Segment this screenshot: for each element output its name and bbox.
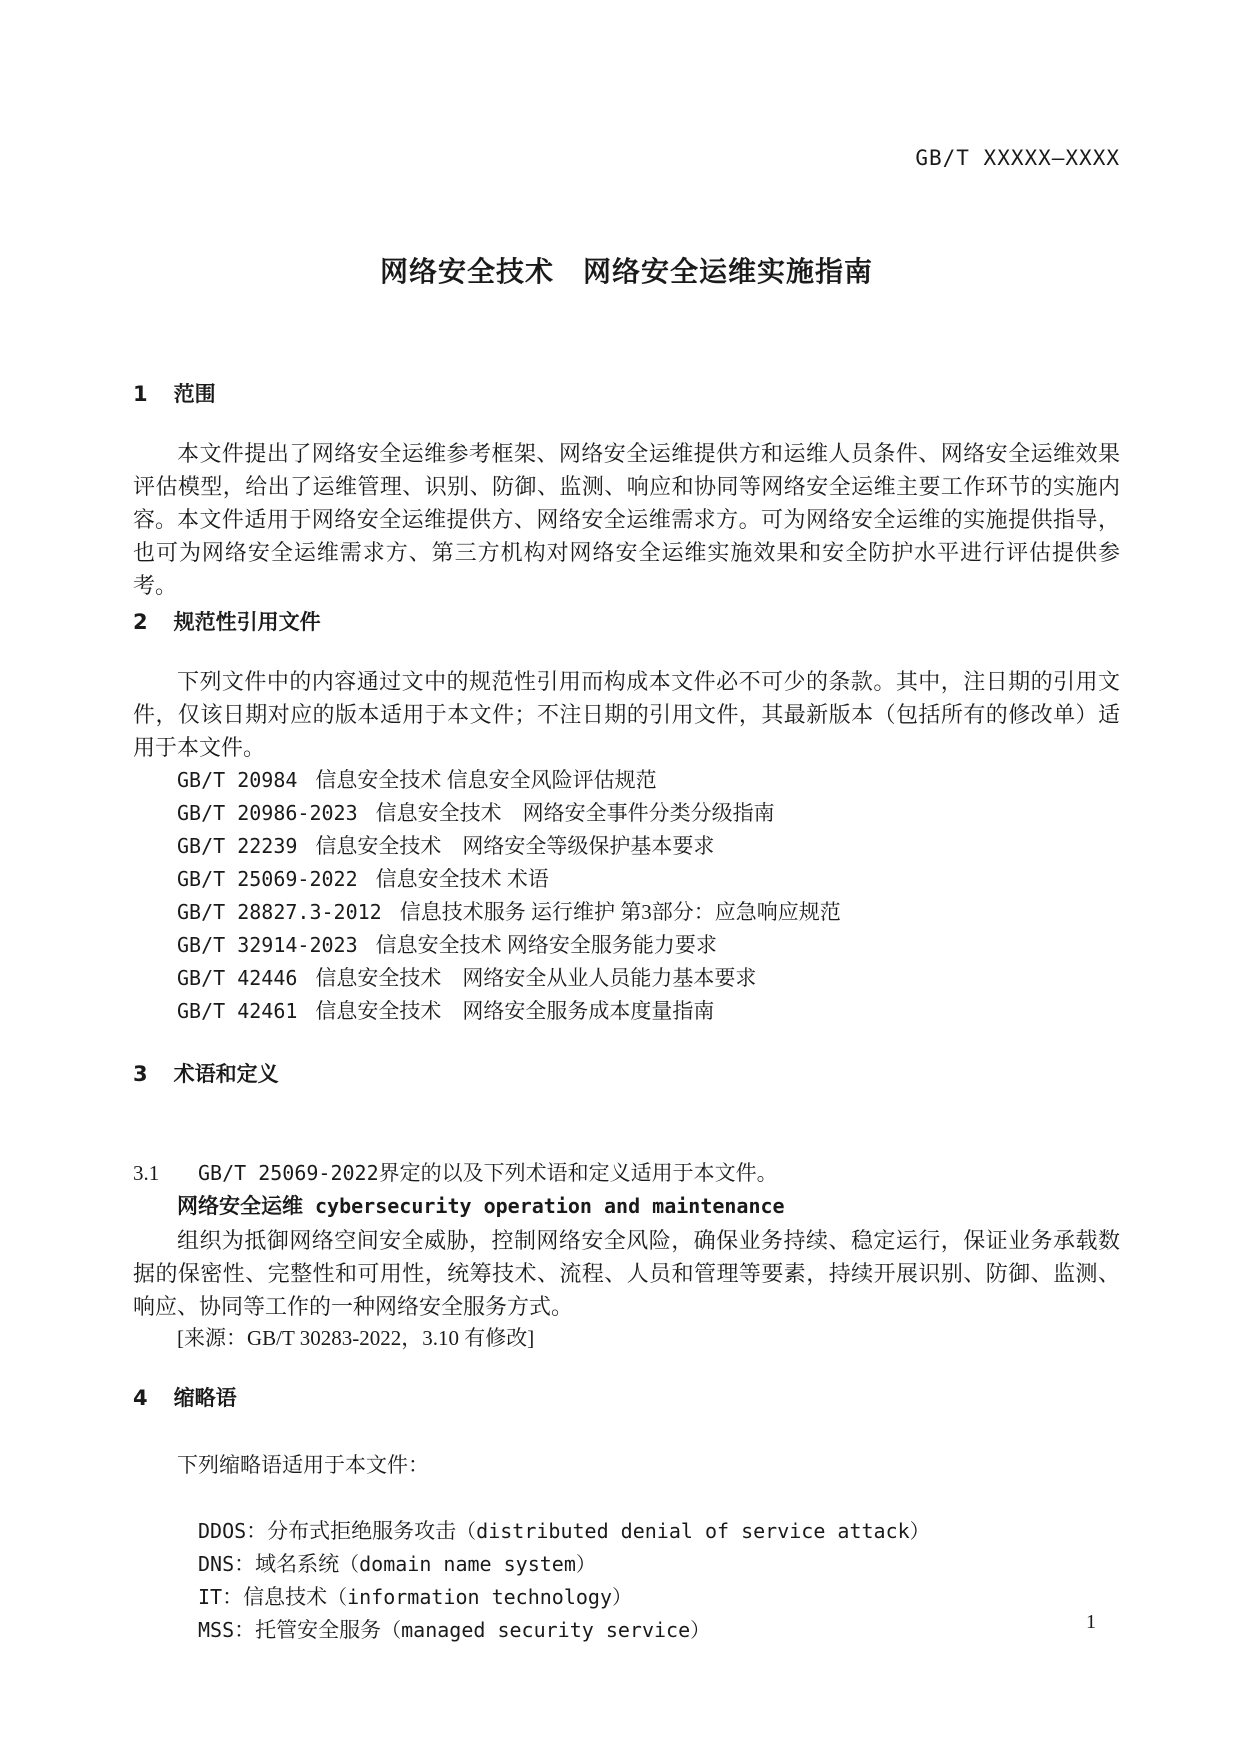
section-4-title: 缩略语	[173, 1387, 237, 1410]
section-2-heading	[133, 609, 1120, 636]
abbr-term: IT	[198, 1585, 223, 1609]
clause-number: 3.1	[133, 1161, 160, 1185]
section-3-heading	[133, 1061, 1120, 1088]
section-2-title: 规范性引用文件	[173, 611, 321, 634]
term-source: [来源：GB/T 30283-2022，3.10 有修改]	[177, 1326, 535, 1350]
reference-item	[177, 929, 1120, 962]
reference-title: 信息安全技术 术语	[375, 867, 549, 891]
reference-title: 信息安全技术 网络安全从业人员能力基本要求	[315, 966, 757, 990]
doc-code-header: GB/T XXXXX—XXXX	[915, 146, 1120, 170]
section-1-title: 范围	[173, 383, 216, 406]
section-4-heading	[133, 1385, 1120, 1412]
reference-code: GB/T 25069-2022	[177, 867, 358, 891]
reference-title: 信息安全技术 网络安全事件分类分级指南	[375, 801, 775, 825]
reference-item	[177, 764, 1120, 797]
reference-item	[177, 995, 1120, 1028]
doc-title: 网络安全技术 网络安全运维实施指南	[379, 256, 873, 287]
section-3-title: 术语和定义	[173, 1063, 279, 1086]
reference-item	[177, 962, 1120, 995]
term-definition: 组织为抵御网络空间安全威胁，控制网络安全风险，确保业务持续、稳定运行，保证业务承载数据的保密性、完整性和可用性，统筹技术、流程、人员和管理等要素，持续开展识别、防御、监测、响应、协同等工作的一种网络安全服务方式。	[133, 1228, 1120, 1319]
reference-item	[177, 896, 1120, 929]
abbr-en: （domain name system）	[339, 1552, 596, 1576]
abbr-zh: ：信息技术	[222, 1585, 328, 1609]
reference-code: GB/T 32914-2023	[177, 933, 358, 957]
abbr-term: DNS	[198, 1552, 235, 1576]
page-number: 1	[1086, 1611, 1096, 1633]
section-3-number: 3	[133, 1062, 148, 1086]
section-2-intro: 下列文件中的内容通过文中的规范性引用而构成本文件必不可少的条款。其中，注日期的引用文件，仅该日期对应的版本适用于本文件；不注日期的引用文件，其最新版本（包括所有的修改单）适用于本文件。	[133, 669, 1120, 760]
section-4-number: 4	[133, 1386, 148, 1410]
reference-item	[177, 863, 1120, 896]
section-1-paragraph-2: 本文件适用于网络安全运维提供方、网络安全运维需求方。可为网络安全运维的实施提供指导，也可为网络安全运维需求方、第三方机构对网络安全运维实施效果和安全防护水平进行评估提供参考。	[133, 507, 1120, 598]
abbr-item	[177, 1581, 1120, 1680]
term-line	[177, 1192, 1120, 1223]
reference-title: 信息安全技术 信息安全风险评估规范	[315, 768, 657, 792]
section-3-intro-code: GB/T 25069-2022	[198, 1161, 379, 1185]
reference-code: GB/T 42461	[177, 999, 298, 1023]
abbr-en: （distributed denial of service attack）	[456, 1519, 930, 1543]
reference-code: GB/T 20986-2023	[177, 801, 358, 825]
abbr-en: （managed security service）	[381, 1618, 711, 1642]
abbr-zh: ：域名系统	[234, 1552, 340, 1576]
reference-code: GB/T 42446	[177, 966, 298, 990]
reference-list	[177, 764, 1120, 1028]
reference-title: 信息技术服务 运行维护 第3部分：应急响应规范	[399, 900, 841, 924]
reference-title: 信息安全技术 网络安全等级保护基本要求	[315, 834, 715, 858]
section-1-paragraph-1: 本文件提出了网络安全运维参考框架、网络安全运维提供方和运维人员条件、网络安全运维效果评估模型，给出了运维管理、识别、防御、监测、响应和协同等网络安全运维主要工作环节的实施内容。	[133, 441, 1120, 532]
reference-item	[177, 797, 1120, 830]
reference-code: GB/T 28827.3-2012	[177, 900, 382, 924]
term-zh: 网络安全运维	[177, 1195, 303, 1218]
abbr-en: （information technology）	[327, 1585, 632, 1609]
section-3-intro-rest: 界定的以及下列术语和定义适用于本文件。	[378, 1161, 778, 1185]
abbr-zh: ：托管安全服务	[234, 1618, 382, 1642]
term-en: cybersecurity operation and maintenance	[315, 1194, 785, 1218]
section-1-heading	[133, 381, 1120, 408]
reference-code: GB/T 20984	[177, 768, 298, 792]
reference-item	[177, 830, 1120, 863]
abbr-term: DDOS	[198, 1519, 247, 1543]
section-2-number: 2	[133, 610, 148, 634]
reference-code: GB/T 22239	[177, 834, 298, 858]
reference-title: 信息安全技术 网络安全服务成本度量指南	[315, 999, 715, 1023]
abbr-zh: ：分布式拒绝服务攻击	[246, 1519, 457, 1543]
section-1-number: 1	[133, 382, 148, 406]
abbr-term: MSS	[198, 1618, 235, 1642]
abbr-intro: 下列缩略语适用于本文件：	[177, 1453, 429, 1477]
reference-title: 信息安全技术 网络安全服务能力要求	[375, 933, 717, 957]
